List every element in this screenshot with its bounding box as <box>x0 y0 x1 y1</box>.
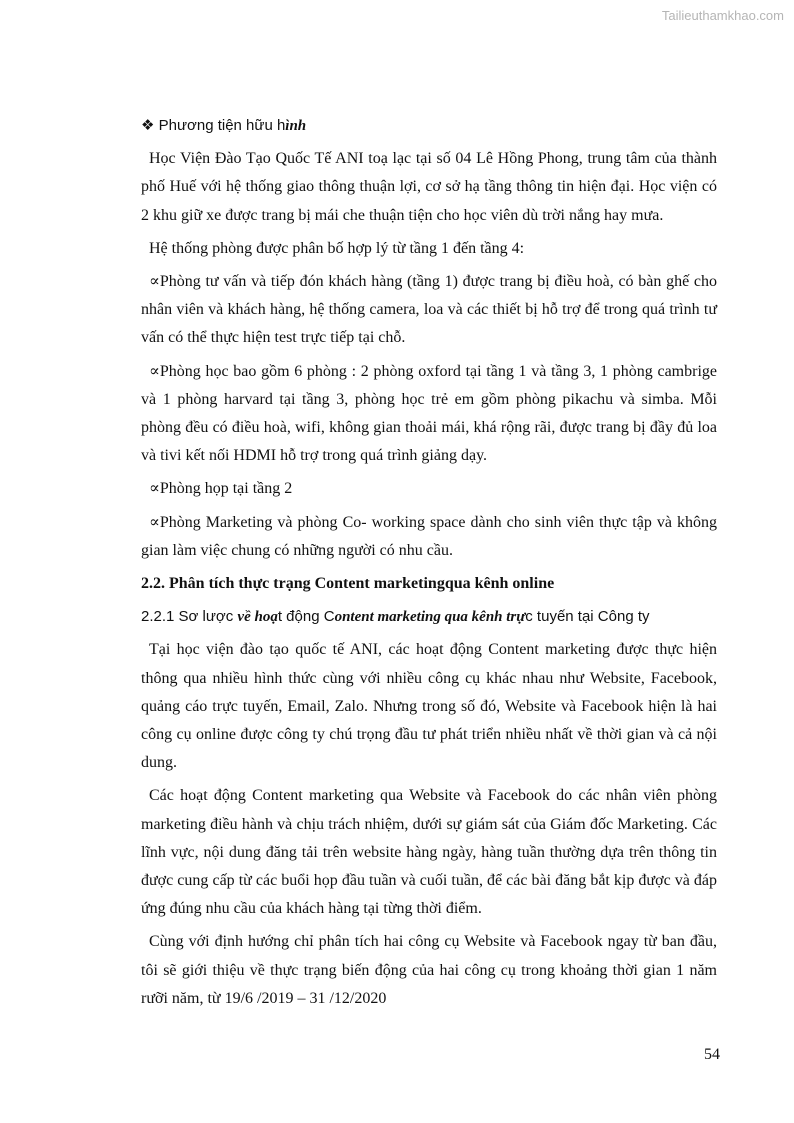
proportional-bullet-icon: ∝ <box>149 273 160 291</box>
proportional-bullet-icon: ∝ <box>149 362 160 380</box>
list-item <box>141 358 717 471</box>
proportional-bullet-icon: ∝ <box>149 480 160 498</box>
heading-text-italic: ình <box>285 118 307 134</box>
paragraph-location: Học Viện Đào Tạo Quốc Tế ANI toạ lạc tại số 04 Lê Hồng Phong, trung tâm của thành phố Huế với hệ thống giao thông thuận lợi, cơ sở hạ tầng thông tin hiện đại. Học viện có 2 khu giữ xe được trang bị mái che thuận tiện cho học viên dù trời nắng hay mưa. <box>141 150 717 224</box>
list-item <box>141 475 717 503</box>
page-number: 54 <box>704 1046 720 1063</box>
paragraph-room-system: Hệ thống phòng được phân bố hợp lý từ tầng 1 đến tầng 4: <box>149 239 525 257</box>
subheading-part: hoạ <box>254 609 278 626</box>
list-item-text: Phòng tư vấn và tiếp đón khách hàng (tầng 1) được trang bị điều hoà, có bàn ghế cho nhân viên và khách hàng, hệ thống camera, loa và các thiết bị hỗ trợ để trong quá trình tư vấn có thể thực hiện test trực tiếp tại chỗ. <box>141 273 717 347</box>
watermark: Tailieuthamkhao.com <box>661 8 784 23</box>
paragraph-content-marketing: Tại học viện đào tạo quốc tế ANI, các hoạt động Content marketing được thực hiện thông qua nhiều hình thức cùng với nhiều công cụ khác nhau như Website, Facebook, quảng cáo trực tuyến, Email, Zalo. Nhưng trong số đó, Website và Facebook hiện là hai công cụ online được công ty chú trọng đầu tư phát triển nhiều nhất về thời gian và cả nội dung. <box>141 641 717 772</box>
list-item <box>141 509 717 565</box>
section-heading-2-2: 2.2. Phân tích thực trạng Content marketingqua kênh online <box>141 575 555 593</box>
list-item-text: Phòng họp tại tầng 2 <box>159 480 293 498</box>
diamond-bullet-icon: ❖ <box>141 117 155 134</box>
subsection-heading-2-2-1 <box>141 603 717 631</box>
heading-text: Phương tiện hữu h <box>158 117 286 134</box>
document-page <box>141 112 717 1018</box>
subheading-part: 2.2.1 Sơ lược <box>141 608 238 626</box>
subheading-part: c tuyến tại Công ty <box>525 608 650 626</box>
proportional-bullet-icon: ∝ <box>149 513 160 531</box>
list-item <box>141 268 717 353</box>
paragraph-marketing-team: Các hoạt động Content marketing qua Website và Facebook do các nhân viên phòng marketing điều hành và chịu trách nhiệm, dưới sự giám sát của Giám đốc Marketing. Các lĩnh vực, nội dung đăng tải trên website hàng ngày, hàng tuần thường dựa trên thông tin được cung cấp từ các buổi họp đầu tuần và cuối tuần, để các bài đăng bắt kịp được và đáp ứng đúng nhu cầu của khách hàng tại từng thời điểm. <box>141 787 717 918</box>
list-item-text: Phòng Marketing và phòng Co- working space dành cho sinh viên thực tập và không gian làm việc chung có những người có nhu cầu. <box>141 513 717 559</box>
subheading-part: về <box>237 609 255 626</box>
paragraph-analysis-scope: Cùng với định hướng chỉ phân tích hai công cụ Website và Facebook ngay từ ban đầu, tôi sẽ giới thiệu về thực trạng biến động của hai công cụ trong khoảng thời gian 1 năm rưỡi năm, từ 19/6 /2019 – 31 /12/2020 <box>141 933 717 1007</box>
subheading-part: t động C <box>277 608 335 626</box>
subheading-part: ontent marketing qua kênh trự <box>334 609 526 626</box>
heading-phuong-tien <box>141 112 717 140</box>
list-item-text: Phòng học bao gồm 6 phòng : 2 phòng oxford tại tầng 1 và tầng 3, 1 phòng cambrige và 1 phòng harvard tại tầng 3, phòng học trẻ em gồm phòng pikachu và simba. Mỗi phòng đều có điều hoà, wifi, không gian thoải mái, khá rộng rãi, được trang bị đầy đủ loa và tivi kết nối HDMI hỗ trợ trong quá trình giảng dạy. <box>141 362 717 465</box>
